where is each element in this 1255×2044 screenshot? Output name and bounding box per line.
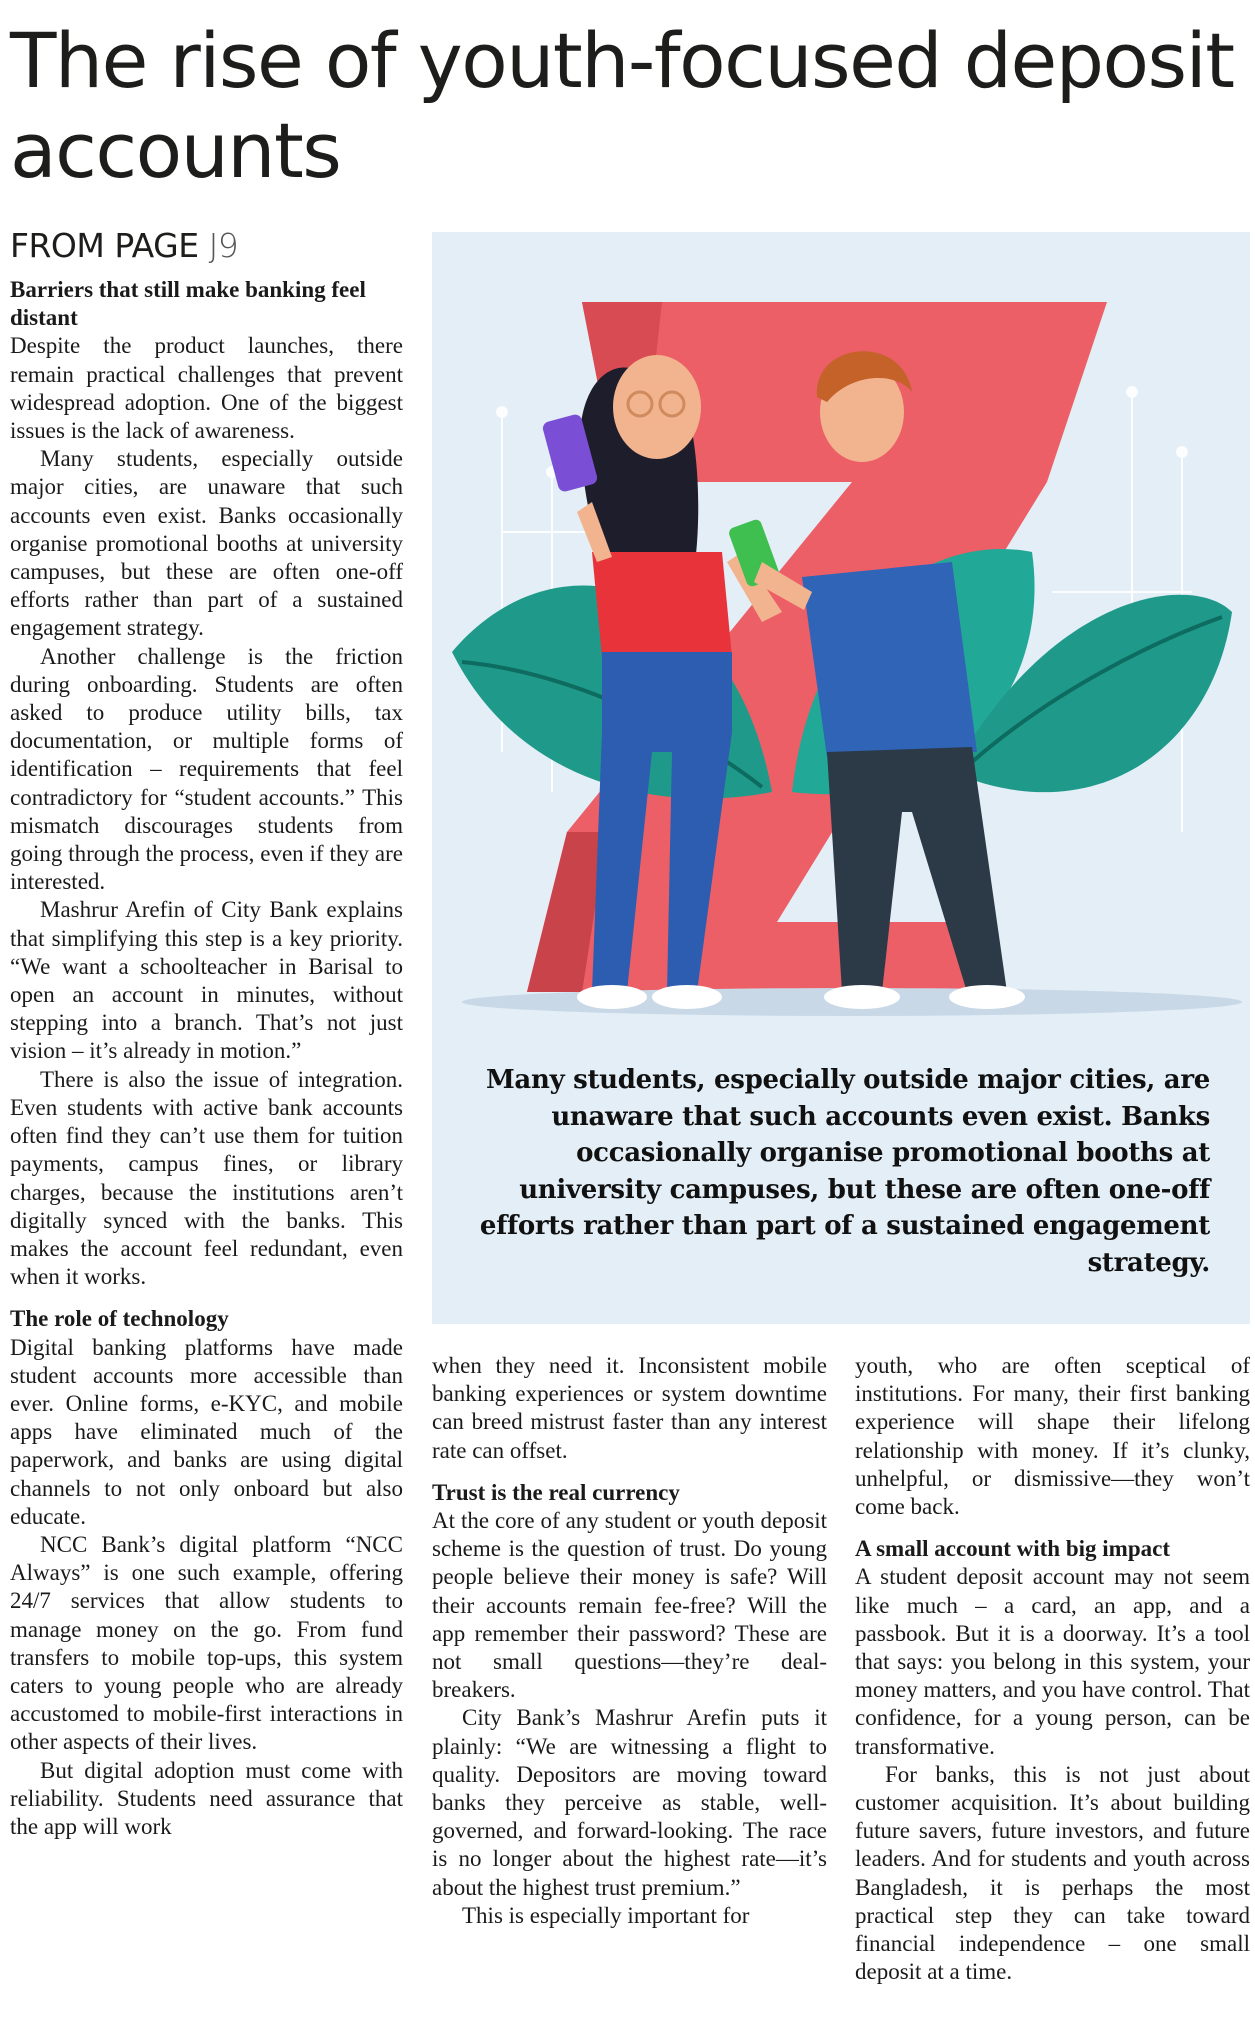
subheading-technology: The role of technology	[10, 1306, 229, 1332]
paragraph: But digital adoption must come with reliability. Students need assurance that the app will work	[10, 1757, 403, 1839]
headline: The rise of youth-focused deposit accounts	[10, 16, 1234, 195]
paragraph: Many students, especially outside major cities, are unaware that such accounts even exist. Banks occasionally organise promotional booths at university campuses, but these are often one-off efforts rather than part of a sustained engagement strategy.	[10, 446, 403, 641]
paragraph: Digital banking platforms have made student accounts more accessible than ever. Online forms, e-KYC, and mobile apps have eliminated much of the paperwork, and banks are using digital channels to not only onboard but also educate.	[10, 1334, 403, 1529]
paragraph: when they need it. Inconsistent mobile banking experiences or system downtime can breed mistrust faster than any interest rate can offset.	[432, 1353, 827, 1463]
illustration-panel	[432, 232, 1250, 1324]
from-page-label	[10, 226, 238, 266]
paragraph: For banks, this is not just about customer acquisition. It’s about building future savers, future investors, and future leaders. And for students and youth across Bangladesh, it is perhaps the most practical step they can take toward financial independence – one small deposit at a time.	[855, 1761, 1250, 1985]
article-column-2	[432, 1352, 827, 1930]
article-column-1	[10, 276, 403, 1841]
paragraph: NCC Bank’s digital platform “NCC Always” is one such example, offering 24/7 services that allow students to manage money on the go. From fund transfers to mobile top-ups, this system caters to young people who are already accustomed to mobile-first interactions in other aspects of their lives.	[10, 1531, 403, 1755]
from-page-text: FROM PAGE	[10, 226, 199, 265]
pull-quote: Many students, especially outside major cities, are unaware that such accounts even exist. Banks occasionally organise promotional booths at university campuses, but these are often one-off efforts rather than part of a sustained engagement strategy.	[479, 1065, 1210, 1278]
paragraph: Mashrur Arefin of City Bank explains that simplifying this step is a key priority. “We want a schoolteacher in Barisal to open an account in minutes, without stepping into a branch. That’s not just vision – it’s already in motion.”	[10, 897, 403, 1064]
subheading-barriers: Barriers that still make banking feel distant	[10, 277, 366, 331]
subheading-impact: A small account with big impact	[855, 1536, 1170, 1562]
article-column-3	[855, 1352, 1250, 1986]
paragraph: A student deposit account may not seem like much – a card, an app, and a passbook. But it is a doorway. It’s a tool that says: you belong in this system, your money matters, and you have control. That confidence, for a young person, can be transformative.	[855, 1564, 1250, 1759]
paragraph: There is also the issue of integration. Even students with active bank accounts often find they can’t use them for tuition payments, campus fines, or library charges, because the institutions aren’t digitally synced with the banks. This makes the account feel redundant, even when it works.	[10, 1066, 403, 1290]
paragraph: Despite the product launches, there remain practical challenges that prevent widespread adoption. One of the biggest issues is the lack of awareness.	[10, 333, 403, 444]
paragraph: This is especially important for	[462, 1902, 750, 1928]
paragraph: At the core of any student or youth deposit scheme is the question of trust. Do young people believe their money is safe? Will their accounts remain fee-free? Will the app remember their password? These are not small questions—they’re deal-breakers.	[432, 1508, 827, 1703]
from-page-number: J9	[208, 226, 239, 265]
paragraph: City Bank’s Mashrur Arefin puts it plainly: “We are witnessing a flight to quality. Depositors are moving toward banks they perceive as stable, well-governed, and forward-looking. The race is no longer about the highest rate—it’s about the highest trust premium.”	[432, 1705, 827, 1900]
paragraph: Another challenge is the friction during onboarding. Students are often asked to produce utility bills, tax documentation, or multiple forms of identification – requirements that feel contradictory for “student accounts.” This mismatch discourages students from going through the process, even if they are interested.	[10, 643, 403, 895]
paragraph: youth, who are often sceptical of institutions. For many, their first banking experience will shape their lifelong relationship with money. If it’s clunky, unhelpful, or dismissive—they won’t come back.	[855, 1353, 1250, 1520]
subheading-trust: Trust is the real currency	[432, 1479, 680, 1505]
